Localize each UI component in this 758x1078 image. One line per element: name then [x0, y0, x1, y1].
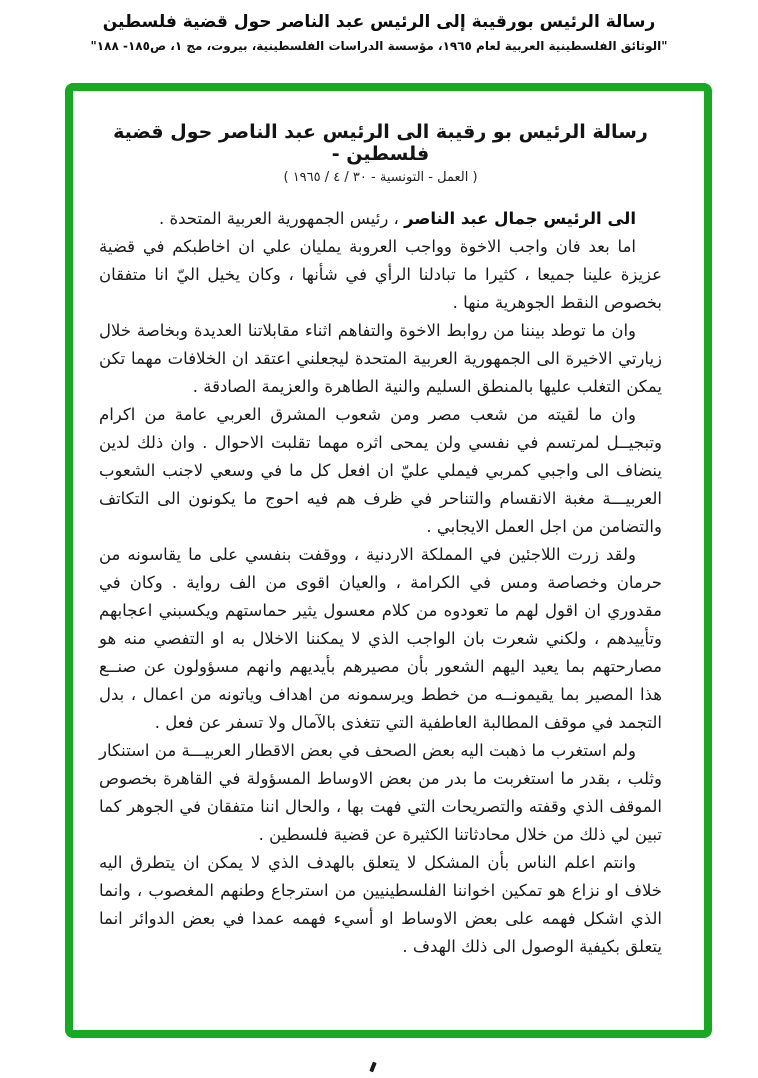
salutation-line: [99, 205, 662, 233]
letter-body: [99, 205, 662, 961]
letter-paragraph: وانتم اعلم الناس بأن المشكل لا يتعلق بالهدف الذي لا يمكن ان يتطرق اليه خلاف او نزاع هو تمكين اخواننا الفلسطينيين من استرجاع وطنهم المغصوب ، وانما الذي اشكل فهمه على بعض الاوساط او أسيء فهمه عمدا في بعض الدوائر انما يتعلق بكيفية الوصول الى ذلك الهدف .: [99, 853, 662, 956]
letter-paragraph: وان ما توطد بيننا من روابط الاخوة والتفاهم اثناء مقابلاتنا العديدة وبخاصة خلال زيارتي الاخيرة الى الجمهورية العربية المتحدة ليجعلني اعتقد ان الخلافات مهما تكن يمكن التغلب عليها بالمنطق السليم والنية الطاهرة والعزيمة الصادقة .: [99, 321, 662, 396]
recipient-title: ، رئيس الجمهورية العربية المتحدة .: [158, 209, 405, 228]
document-citation: "الوثائق الفلسطينية العربية لعام ١٩٦٥، مؤسسة الدراسات الفلسطينية، بيروت، مج ١، ص١٨٥- ١٨٨": [90, 39, 668, 53]
letter-paragraph: ولم استغرب ما ذهبت اليه بعض الصحف في بعض الاقطار العربيـــة من استنكار وثلب ، بقدر ما استغربت ما بدر من بعض الاوساط المسؤولة في القاهرة بخصوص الموقف الذي وقفته والتصريحات التي فهت بها ، والحال اننا متفقان في الجوهر كما تبين لي ذلك من خلال محادثاتنا الكثيرة عن قضية فلسطين .: [99, 741, 662, 844]
letter-source-date: ( العمل - التونسية - ٣٠ / ٤ / ١٩٦٥ ): [283, 170, 478, 185]
page-number-mark: [369, 1062, 376, 1073]
page-header: [0, 12, 758, 53]
letter-paragraph: اما بعد فان واجب الاخوة وواجب العروبة يمليان علي ان اخاطبكم في قضية عزيزة علينا جميعا ، كثيرا ما تبادلنا الرأي في شأنها ، وكان يخيل اليّ انا متفقان بخصوص النقط الجوهرية منها .: [99, 237, 662, 312]
recipient-name: الى الرئيس جمال عبد الناصر: [404, 209, 636, 228]
letter-paragraph: وان ما لقيته من شعب مصر ومن شعوب المشرق العربي عامة من اكرام وتبجيــل لمرتسم في نفسي ولن يمحى اثره مهما تقلبت الاحوال . وان ذلك لدين ينضاف الى واجبي كمربي فيملي عليّ ان افعل كل ما في وسعي لاجنب الشعوب العربيـــة مغبة الانقسام والتناحر في ظرف هم فيه احوج ما يكونون الى التكاتف والتضامن من اجل العمل الايجابي .: [99, 405, 662, 536]
document-header-title: رسالة الرئيس بورقيبة إلى الرئيس عبد الناصر حول قضية فلسطين: [102, 12, 656, 32]
letter-content: [73, 91, 704, 961]
scan-green-frame: [65, 83, 712, 1038]
letter-title: رسالة الرئيس بو رقيبة الى الرئيس عبد الناصر حول قضية فلسطين -: [113, 121, 648, 165]
letter-paragraph: ولقد زرت اللاجئين في المملكة الاردنية ، ووقفت بنفسي على ما يقاسونه من حرمان وخصاصة ومس في الكرامة ، والعيان اقوى من الف رواية . وكان في مقدوري ان اقول لهم ما تعودوه من كلام معسول يثير حماستهم ويكسبني اعجابهم وتأييدهم ، ولكني شعرت بان الواجب الذي لا يمكننا الاخلال به او التفصي منه هو مصارحتهم بما يعيد اليهم الشعور بأن مصيرهم بأيديهم وانهم مسؤولون عن صنــع هذا المصير بما يقيمونــه من خطط ويرسمونه من اهداف وياتونه من اعمال ، بدل التجمد في موقف المطالبة العاطفية التي تتغذى بالآمال ولا تسفر عن فعل .: [99, 545, 662, 732]
